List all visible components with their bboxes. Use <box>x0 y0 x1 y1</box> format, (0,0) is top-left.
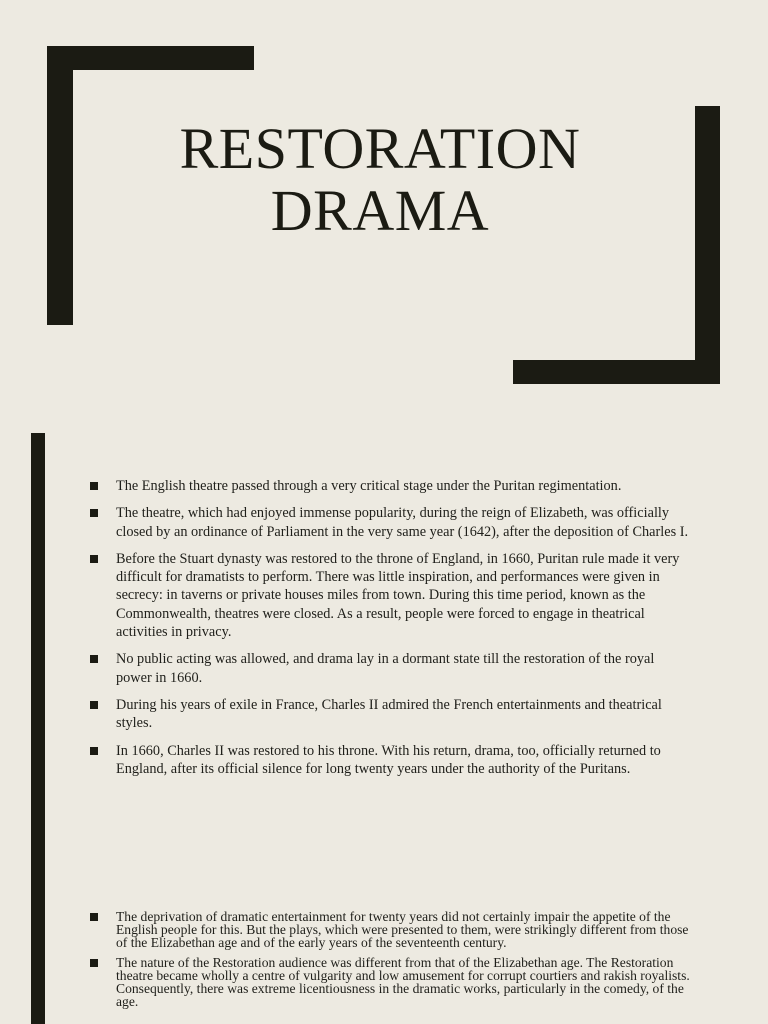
title-line-1: RESTORATION <box>179 116 581 181</box>
frame-bottom-right-horizontal <box>513 360 720 384</box>
bullet-text: In 1660, Charles II was restored to his throne. With his return, drama, too, officially returned to England, after its official silence for long twenty years under the authority of the Puritans. <box>116 742 661 777</box>
frame-bottom-right-vertical <box>695 106 720 384</box>
bullet-list-lower <box>90 910 690 1015</box>
left-accent-bar <box>31 433 45 1024</box>
title-slide <box>0 0 768 418</box>
list-item <box>90 650 690 687</box>
square-bullet-icon <box>90 482 98 490</box>
bullet-text: The deprivation of dramatic entertainment for twenty years did not certainly impair the appetite of the English people for this. But the plays, which were presented to them, were strikingly different from those of the Elizabethan age and of the early years of the seventeenth century. <box>116 909 689 950</box>
title-line-2: DRAMA <box>270 178 490 243</box>
list-item <box>90 504 690 541</box>
list-item <box>90 910 690 949</box>
square-bullet-icon <box>90 747 98 755</box>
frame-top-left-horizontal <box>47 46 254 70</box>
square-bullet-icon <box>90 913 98 921</box>
bullet-list <box>90 477 690 787</box>
bullet-text: The English theatre passed through a very critical stage under the Puritan regimentation. <box>116 478 622 494</box>
list-item <box>90 477 690 495</box>
list-item <box>90 742 690 779</box>
square-bullet-icon <box>90 655 98 663</box>
square-bullet-icon <box>90 701 98 709</box>
content-slide <box>0 418 768 1024</box>
bullet-text: The theatre, which had enjoyed immense popularity, during the reign of Elizabeth, was officially closed by an ordinance of Parliament in the very same year (1642), after the deposition of Charles I. <box>116 505 689 540</box>
square-bullet-icon <box>90 959 98 967</box>
square-bullet-icon <box>90 509 98 517</box>
bullet-text: During his years of exile in France, Charles II admired the French entertainments and theatrical styles. <box>116 696 662 732</box>
bullet-text: No public acting was allowed, and drama lay in a dormant state till the restoration of the royal power in 1660. <box>116 651 655 686</box>
bullet-text: Before the Stuart dynasty was restored to the throne of England, in 1660, Puritan rule made it very difficult for dramatists to perform. There was little inspiration, and performances were given in secrecy: in taverns or private houses miles from town. During this time period, known as the Commonwealth, theatres were closed. As a result, people were forced to engage in theatrical activities in privacy. <box>116 550 680 641</box>
square-bullet-icon <box>90 555 98 563</box>
list-item <box>90 550 690 641</box>
slide-title <box>130 118 630 242</box>
bullet-text: The nature of the Restoration audience was different from that of the Elizabethan age. The Restoration theatre became wholly a centre of vulgarity and low amusement for corrupt courtiers and rakish royalists. Consequently, there was extreme licentiousness in the dramatic works, particularly in the comedy, of the age. <box>116 955 690 1009</box>
list-item <box>90 956 690 1008</box>
list-item <box>90 696 690 733</box>
frame-top-left-vertical <box>47 46 73 325</box>
